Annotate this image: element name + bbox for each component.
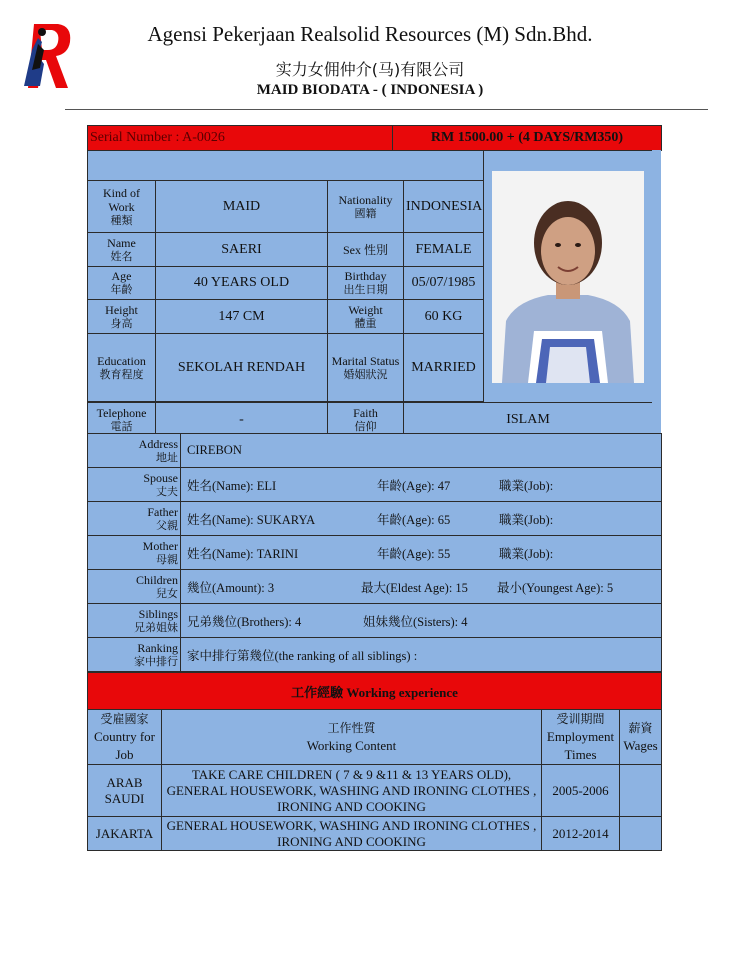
nationality-value: INDONESIA	[404, 181, 484, 233]
height-label: Height 身高	[88, 300, 156, 334]
weight-label: Weight 體重	[328, 300, 404, 334]
height-value: 147 CM	[156, 300, 328, 334]
person-photo-icon	[492, 171, 644, 383]
telephone-label: Telephone 電話	[88, 403, 156, 437]
mother-age: 年齡(Age): 55	[377, 546, 451, 561]
children-details	[181, 570, 662, 604]
document-title: MAID BIODATA - ( INDONESIA )	[256, 82, 484, 98]
mother-name: 姓名(Name): TARINI	[187, 546, 299, 561]
weight-value: 60 KG	[404, 300, 484, 334]
father-job: 職業(Job):	[499, 512, 554, 527]
price-label: RM 1500.00 + (4 DAYS/RM350)	[393, 126, 662, 151]
spouse-age: 年齡(Age): 47	[377, 478, 451, 493]
row2-times: 2012-2014	[542, 817, 620, 851]
company-logo	[18, 20, 74, 94]
children-amount: 幾位(Amount): 3	[187, 580, 275, 595]
age-label: Age 年齡	[88, 267, 156, 300]
company-name: Agensi Pekerjaan Realsolid Resources (M) Sdn.Bhd.	[147, 22, 593, 46]
company-name-chinese: 实力女佣仲介(马)有限公司	[275, 60, 465, 79]
photo-cell	[484, 151, 653, 403]
father-name: 姓名(Name): SUKARYA	[187, 512, 316, 527]
ranking-value: 家中排行第幾位(the ranking of all siblings) :	[181, 638, 662, 672]
siblings-sisters: 姐妹幾位(Sisters): 4	[363, 614, 468, 629]
sex-label: Sex 性別	[328, 233, 404, 267]
sex-value: FEMALE	[404, 233, 484, 267]
kind-of-work-value: MAID	[156, 181, 328, 233]
mother-details	[181, 536, 662, 570]
profile-table	[87, 150, 653, 437]
row2-wages	[620, 817, 662, 851]
faith-value: ISLAM	[404, 403, 653, 437]
faith-label: Faith 信仰	[328, 403, 404, 437]
birthday-value: 05/07/1985	[404, 267, 484, 300]
row1-times: 2005-2006	[542, 765, 620, 817]
header-divider	[65, 109, 708, 110]
age-value: 40 YEARS OLD	[156, 267, 328, 300]
serial-number: Serial Number : A-0026	[88, 126, 393, 151]
mother-job: 職業(Job):	[499, 546, 554, 561]
address-value: CIREBON	[181, 434, 662, 468]
siblings-details	[181, 604, 662, 638]
address-label: Address 地址	[88, 434, 181, 468]
header-country: 受雇國家 Country for Job	[88, 710, 162, 765]
family-table	[87, 433, 662, 672]
spouse-job: 職業(Job):	[499, 478, 554, 493]
row2-country: JAKARTA	[88, 817, 162, 851]
header-working-content: 工作性質 Working Content	[162, 710, 542, 765]
mother-label: Mother 母親	[88, 536, 181, 570]
ranking-label: Ranking 家中排行	[88, 638, 181, 672]
serial-bar	[87, 125, 662, 151]
row1-content: TAKE CARE CHILDREN ( 7 & 9 &11 & 13 YEARS OLD), GENERAL HOUSEWORK, WASHING AND IRONING CLOTHES , IRONING AND COOKING	[162, 765, 542, 817]
name-value: SAERI	[156, 233, 328, 267]
siblings-label: Siblings 兄弟姐妹	[88, 604, 181, 638]
marital-status-value: MARRIED	[404, 334, 484, 402]
name-label: Name 姓名	[88, 233, 156, 267]
education-value: SEKOLAH RENDAH	[156, 334, 328, 402]
children-eldest-age: 最大(Eldest Age): 15	[361, 580, 468, 595]
header-employment-times: 受训期間 Employment Times	[542, 710, 620, 765]
spouse-name: 姓名(Name): ELI	[187, 478, 277, 493]
father-details	[181, 502, 662, 536]
row1-country: ARAB SAUDI	[88, 765, 162, 817]
work-experience-table	[87, 672, 662, 851]
maid-photo	[492, 171, 644, 383]
education-label: Education 教育程度	[88, 334, 156, 402]
kind-of-work-label: Kind of Work 種類	[88, 181, 156, 233]
father-label: Father 父親	[88, 502, 181, 536]
work-experience-title: 工作經驗 Working experience	[88, 673, 662, 710]
spouse-label: Spouse 丈夫	[88, 468, 181, 502]
nationality-label: Nationality 國籍	[328, 181, 404, 233]
father-age: 年齡(Age): 65	[377, 512, 451, 527]
profile-blank-row	[88, 151, 484, 181]
profile-right-strip	[652, 150, 661, 434]
birthday-label: Birthday 出生日期	[328, 267, 404, 300]
row2-content: GENERAL HOUSEWORK, WASHING AND IRONING CLOTHES , IRONING AND COOKING	[162, 817, 542, 851]
children-youngest-age: 最小(Youngest Age): 5	[497, 580, 614, 595]
siblings-brothers: 兄弟幾位(Brothers): 4	[187, 614, 302, 629]
children-label: Children 兒女	[88, 570, 181, 604]
marital-status-label: Marital Status 婚姻狀況	[328, 334, 404, 402]
spouse-details	[181, 468, 662, 502]
header-wages: 薪資 Wages	[620, 710, 662, 765]
telephone-value: -	[156, 403, 328, 437]
realsolid-logo-icon	[18, 20, 74, 94]
row1-wages	[620, 765, 662, 817]
